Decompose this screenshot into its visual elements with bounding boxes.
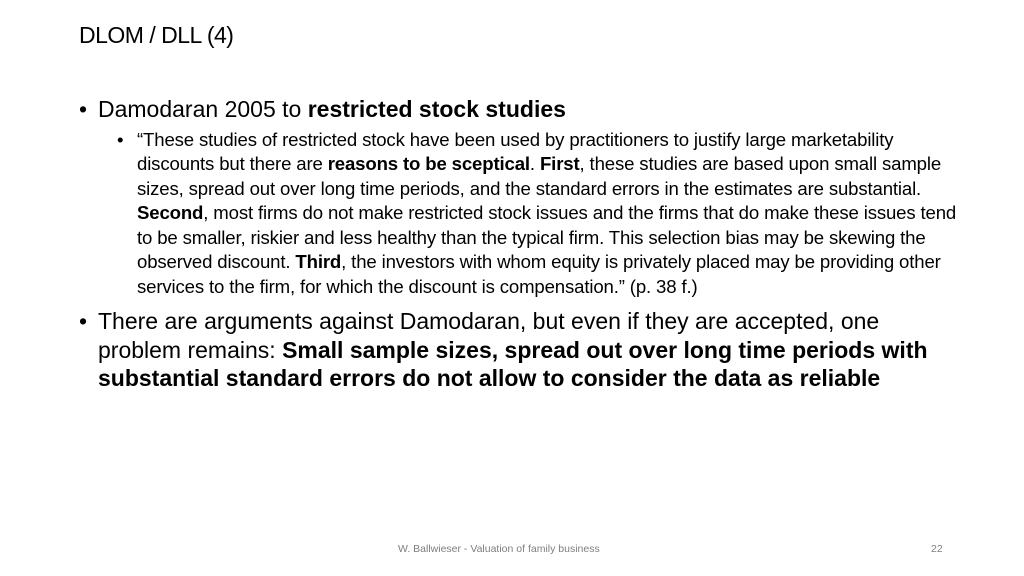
sub-bullet-quote <box>117 128 959 300</box>
quote-bold-3: Second <box>137 202 204 223</box>
footer-text: W. Ballwieser - Valuation of family business <box>398 543 600 555</box>
bullet-arguments <box>79 307 959 393</box>
quote-bold-1: reasons to be sceptical <box>327 153 530 174</box>
quote-part-4: , most firms do not make restricted stock issues and the firms that do make these issues tend to be smaller, riskier and less healthy than the typical firm. This selection bias may be skewing the observed discount. <box>137 202 957 272</box>
quote-part-3: , these studies are based upon small sample sizes, spread out over long time periods, and the standard errors in the estimates are substantial. <box>137 153 942 199</box>
sub-bullet-dot: • <box>117 128 124 150</box>
quote-bold-4: Third <box>295 251 342 272</box>
slide-content <box>79 95 959 397</box>
bullet-text: There are arguments against Damodaran, but even if they are accepted, one problem remains: <box>98 308 880 363</box>
page-number: 22 <box>931 543 943 555</box>
quote-part-5: , the investors with whom equity is privately placed may be providing other services to the firm, for which the discount is compensation.” (p. 38 f.) <box>137 251 941 297</box>
bullet-damodaran <box>79 95 959 124</box>
slide-title: DLOM / DLL (4) <box>79 22 234 48</box>
bullet-text: Damodaran 2005 to <box>98 96 308 122</box>
bullet-bold-text: Small sample sizes, spread out over long time periods with substantial standard errors do not allow to consider the data as reliable <box>98 336 928 391</box>
quote-part-1: “These studies of restricted stock have been used by practitioners to justify large marketability discounts but there are <box>137 128 894 174</box>
bullet-dot: • <box>79 96 88 122</box>
bullet-bold-text: restricted stock studies <box>307 96 566 122</box>
quote-bold-2: First <box>539 153 580 174</box>
bullet-dot: • <box>79 308 88 334</box>
quote-part-2: . <box>529 153 540 174</box>
